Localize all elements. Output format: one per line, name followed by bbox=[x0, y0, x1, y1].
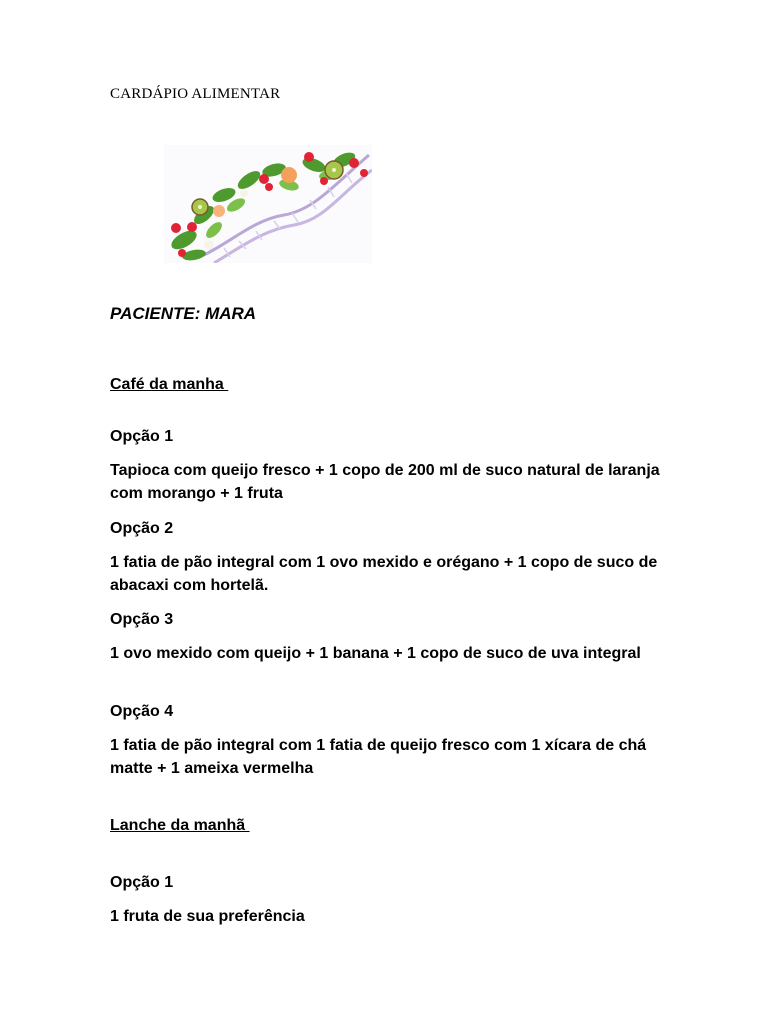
patient-name: PACIENTE: MARA bbox=[110, 304, 257, 323]
document-title: CARDÁPIO ALIMENTAR bbox=[110, 86, 281, 102]
option-text: 1 fatia de pão integral com 1 fatia de queijo fresco com 1 xícara de chá matte + 1 ameixa vermelha bbox=[110, 737, 647, 777]
option-label: Opção 1 bbox=[110, 874, 174, 891]
section-heading-breakfast: Café da manha bbox=[110, 376, 229, 393]
option-text: 1 fatia de pão integral com 1 ovo mexido e orégano + 1 copo de suco de abacaxi com hortelã. bbox=[110, 554, 658, 594]
option-label: Opção 1 bbox=[110, 428, 174, 445]
option-label: Opção 4 bbox=[110, 703, 174, 720]
option-label: Opção 2 bbox=[110, 520, 174, 537]
dna-vegetables-banner-image bbox=[164, 145, 372, 263]
option-text: 1 fruta de sua preferência bbox=[110, 908, 305, 925]
option-text: 1 ovo mexido com queijo + 1 banana + 1 copo de suco de uva integral bbox=[110, 645, 641, 662]
option-label: Opção 3 bbox=[110, 611, 174, 628]
option-text: Tapioca com queijo fresco + 1 copo de 200 ml de suco natural de laranja com morango + 1 fruta bbox=[110, 462, 660, 502]
section-heading-morning-snack: Lanche da manhã bbox=[110, 817, 250, 834]
